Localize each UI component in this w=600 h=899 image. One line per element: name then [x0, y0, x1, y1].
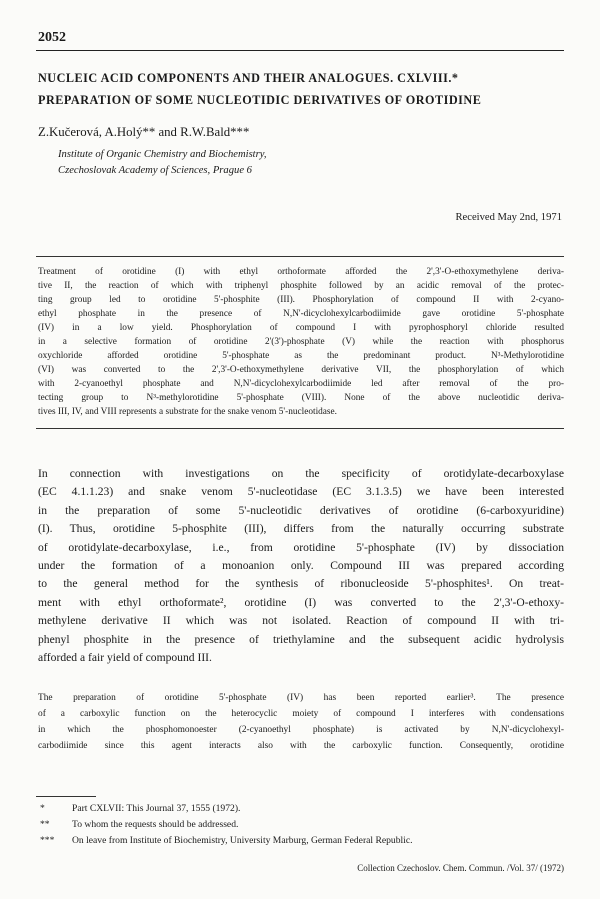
body-line: (I). Thus, orotidine 5-phosphite (III), differs from the naturally occurring substrate [38, 522, 564, 536]
abstract-line: oxychloride afforded orotidine 5'-phosphate as the predominant product. N³-Methylorotidine [38, 351, 564, 361]
footnote-text: On leave from Institute of Biochemistry, University Marburg, German Federal Republic. [72, 835, 413, 846]
footnote-mark: *** [40, 835, 55, 846]
body-line: of orotidylate-decarboxylase, i.e., from orotidine 5'-phosphate (IV) by dissociation [38, 540, 564, 554]
abstract-bottom-rule [36, 428, 564, 429]
body-line: ment with ethyl orthoformate², orotidine (I) was converted to the 2',3'-O-ethoxy- [38, 595, 564, 609]
body-line: afforded a fair yield of compound III. [38, 651, 212, 665]
body-line: of a carboxylic function on the heterocyclic moiety of compound I interferes with condensations [38, 709, 564, 719]
header-rule [36, 50, 564, 51]
abstract-line: (VI) was converted to the 2',3'-O-ethoxymethylene derivative VII, the phosphorylation of which [38, 365, 564, 375]
body-line: phenyl phosphite in the presence of triethylamine and the subsequent acidic hydrolysis [38, 632, 564, 646]
abstract-line: tecting group to N³-methylorotidine 5'-phosphate (VIII). None of the above nucleotidic deriva- [38, 393, 564, 403]
article-title [38, 67, 578, 111]
affiliation-line-1: Institute of Organic Chemistry and Biochemistry, [58, 149, 267, 160]
body-paragraph-1 [38, 465, 564, 667]
abstract-top-rule [36, 256, 564, 257]
body-line: (EC 4.1.1.23) and snake venom 5'-nucleotidase (EC 3.1.3.5) we have been interested [38, 485, 564, 499]
page-number: 2052 [38, 30, 66, 45]
title-line-2: PREPARATION OF SOME NUCLEOTIDIC DERIVATIVES OF OROTIDINE [38, 93, 482, 107]
footnote-text: Part CXLVII: This Journal 37, 1555 (1972). [72, 803, 241, 814]
body-line: In connection with investigations on the specificity of orotidylate-decarboxylase [38, 467, 564, 480]
abstract-line: with 2-cyanoethyl phosphate and N,N'-dicyclohexylcarbodiimide led after removal of the pro- [38, 379, 564, 389]
footnote-text: To whom the requests should be addressed. [72, 819, 239, 830]
footnote-rule [36, 796, 96, 797]
footnote-mark: ** [40, 819, 50, 830]
abstract [38, 265, 564, 419]
journal-footer: Collection Czechoslov. Chem. Commun. /Vol. 37/ (1972) [357, 863, 564, 873]
abstract-line: tive II, the reaction of which with triphenyl phosphite followed by an acidic removal of the protec- [38, 281, 564, 291]
received-date: Received May 2nd, 1971 [455, 212, 562, 223]
footnote [40, 801, 564, 817]
footnotes [40, 801, 564, 849]
body-line: methylene derivative II which was not isolated. Reaction of compound II with tri- [38, 614, 564, 628]
body-line: to the general method for the synthesis of ribonucleoside 5'-phosphites¹. On treat- [38, 577, 564, 591]
abstract-line: ethyl phosphate in the presence of N,N'-dicyclohexylcarbodiimide gave orotidine 5'-phosphate [38, 309, 564, 319]
title-line-1: NUCLEIC ACID COMPONENTS AND THEIR ANALOGUES. CXLVIII.* [38, 71, 459, 85]
abstract-line: (IV) in a low yield. Phosphorylation of compound I with pyrophosphoryl chloride resulted [38, 323, 564, 333]
footnote [40, 817, 564, 833]
abstract-line: tives III, IV, and VIII represents a substrate for the snake venom 5'-nucleotidase. [38, 407, 337, 417]
affiliation-line-2: Czechoslovak Academy of Sciences, Prague 6 [58, 165, 252, 176]
body-line: under the formation of a monoanion only. Compound III was prepared according [38, 559, 564, 573]
body-line: carbodiimide since this agent interacts also with the carboxylic function. Consequently, orotidine [38, 741, 564, 751]
author-list: Z.Kučerová, A.Holý** and R.W.Bald*** [38, 125, 250, 139]
body-line: The preparation of orotidine 5'-phosphate (IV) has been reported earlier³. The presence [38, 693, 564, 703]
body-line: in which the phosphomonoester (2-cyanoethyl phosphate) is activated by N,N'-dicyclohexyl- [38, 725, 564, 735]
abstract-line: in a selective formation of orotidine 2'(3')-phosphate (V) while the reaction with phosphorus [38, 337, 564, 347]
abstract-line: Treatment of orotidine (I) with ethyl orthoformate afforded the 2',3'-O-ethoxymethylene deriva- [38, 267, 564, 277]
abstract-line: ting group led to orotidine 5'-phosphite (III). Phosphorylation of compound II with 2-cyano- [38, 295, 564, 305]
affiliation [58, 147, 267, 179]
footnote [40, 833, 564, 849]
footnote-mark: * [40, 803, 45, 814]
body-paragraph-2 [38, 690, 564, 754]
body-line: in the preparation of some 5'-nucleotidic derivatives of orotidine (6-carboxyuridine) [38, 503, 564, 517]
